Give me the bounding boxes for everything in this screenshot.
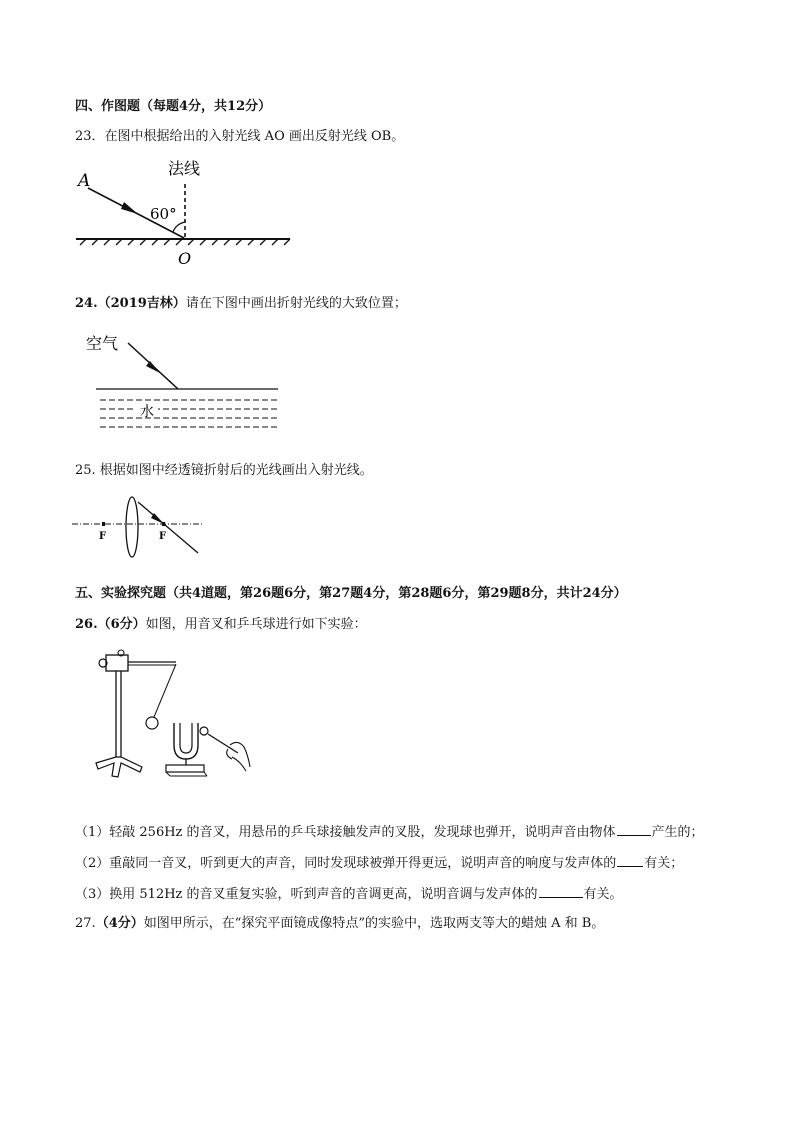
question-26-sub-3	[75, 885, 623, 904]
answer-blank-1[interactable]	[617, 823, 651, 836]
question-26-number: 26.	[75, 617, 98, 632]
question-26-sub-1	[75, 823, 704, 842]
question-27-score: （4分）	[95, 916, 144, 931]
figure-lens	[70, 495, 210, 567]
question-26-line	[75, 616, 367, 634]
question-24-line	[75, 295, 407, 313]
label-water: 水	[140, 404, 154, 420]
question-26-sub-2-b: 有关；	[644, 856, 684, 871]
answer-blank-2[interactable]	[617, 854, 643, 867]
convex-lens	[126, 497, 138, 557]
answer-blank-3[interactable]	[539, 885, 583, 898]
question-27-number: 27.	[75, 916, 96, 931]
pendulum-string	[154, 664, 176, 717]
label-normal: 法线	[168, 159, 201, 178]
section-5-title: 五、实验探究题（共4道题，第26题6分，第27题4分，第28题6分，第29题8分，共计24分）	[75, 586, 627, 601]
question-27-text: 如图甲所示，在“探究平面镜成像特点”的实验中，选取两支等大的蜡烛 A 和 B。	[143, 916, 605, 931]
clamp	[106, 655, 128, 671]
question-26-sub-3-b: 有关。	[583, 887, 623, 902]
label-A: A	[78, 171, 91, 191]
question-23-text: 23．在图中根据给出的入射光线 AO 画出反射光线 OB。	[75, 129, 405, 144]
focal-point-left	[102, 522, 105, 526]
label-air: 空气	[86, 334, 119, 353]
incident-ray-arrow	[146, 361, 160, 373]
figure-tuning-fork	[90, 645, 260, 785]
label-O: O	[178, 249, 192, 268]
refracted-ray	[138, 502, 198, 553]
mallet-head	[200, 727, 208, 735]
question-24-text: 请在下图中画出折射光线的大致位置；	[185, 296, 407, 311]
angle-arc	[173, 222, 185, 232]
question-26-sub-2-a: （2）重敲同一音叉，听到更大的声音，同时发现球被弹开得更远，说明声音的响度与发声体的	[75, 856, 617, 871]
question-26-sub-1-b: 产生的；	[651, 825, 704, 840]
question-26-sub-3-a: （3）换用 512Hz 的音叉重复实验，听到声音的音调更高，说明音调与发声体的	[75, 887, 538, 902]
hand	[227, 742, 250, 771]
question-26-sub-1-a: （1）轻敲 256Hz 的音叉，用悬吊的乒乓球接触发声的叉股，发现球也弹开，说明声音由物体	[75, 825, 616, 840]
label-F-right: F	[159, 531, 167, 542]
question-27-line	[75, 915, 604, 933]
stand-base	[96, 757, 142, 777]
question-26-score: （6分）	[97, 617, 146, 632]
question-26-sub-2	[75, 854, 683, 873]
question-24-prefix: 24.（2019吉林）	[75, 296, 186, 311]
figure-reflection	[72, 152, 302, 272]
incident-ray-arrow	[121, 202, 138, 214]
question-25-text: 25. 根据如图中经透镜折射后的光线画出入射光线。	[75, 463, 373, 478]
resonance-box	[166, 765, 204, 772]
question-26-text: 如图，用音叉和乒乓球进行如下实验：	[145, 617, 367, 632]
figure-refraction	[80, 325, 290, 440]
label-angle: 60°	[150, 205, 177, 223]
label-F-left: F	[99, 531, 107, 542]
ping-pong-ball	[146, 717, 158, 729]
section-4-title: 四、作图题（每题4分，共12分）	[75, 99, 272, 114]
water-dashes	[100, 400, 278, 427]
